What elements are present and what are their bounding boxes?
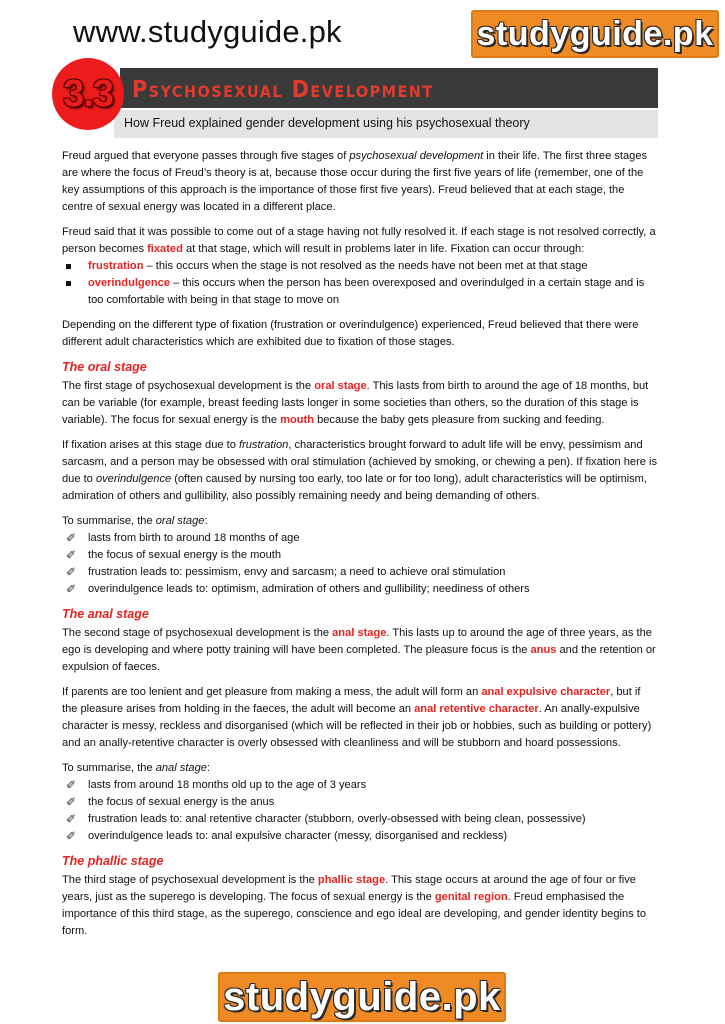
- pencil-icon: ✐: [66, 582, 77, 596]
- list-item: overindulgence – this occurs when the person has been overexposed and overindulged in a certain stage and is too comfortable with being in that stage to move on: [62, 275, 658, 309]
- logo-top: [471, 10, 719, 58]
- oral-paragraph-1: The first stage of psychosexual development is the oral stage. This lasts from birth to around the age of 18 months, but can be variable (for example, breast feeding lasts longer in some societies than others, so the duration of this stage is variable). The focus for sexual energy is the mouth because the baby gets pleasure from sucking and feeding.: [62, 380, 649, 426]
- pencil-icon: ✐: [66, 531, 77, 545]
- intro-paragraph-3: Depending on the different type of fixation (frustration or overindulgence) experienced, Freud believed that there were different adult characteristics which are exhibited due to fixation of those stages.: [62, 319, 639, 348]
- anal-summary: To summarise, the anal stage:: [62, 762, 211, 774]
- list-item: ✐ the focus of sexual energy is the mouth: [66, 548, 282, 562]
- list-item: ✐ frustration leads to: anal retentive character (stubborn, overly-obsessed with being clean, possessive): [66, 812, 586, 826]
- pencil-icon: ✐: [66, 829, 77, 843]
- anal-summary-list: [62, 777, 658, 845]
- oral-heading: The oral stage: [62, 360, 147, 374]
- anal-heading: The anal stage: [62, 607, 149, 621]
- logo-text: studyguide.pk: [476, 14, 714, 53]
- list-item: ✐ lasts from birth to around 18 months of age: [66, 531, 300, 545]
- page-title: Psychosexual Development: [132, 77, 434, 103]
- oral-summary: To summarise, the oral stage:: [62, 515, 208, 527]
- phallic-paragraph-1: The third stage of psychosexual development is the phallic stage. This stage occurs at around the age of four or five years, just as the superego is developing. The focus of sexual energy is the genital region. Freud emphasised the importance of this third stage, as the superego, conscience and ego ideal are developing, and gender identity begins to form.: [62, 874, 647, 937]
- oral-paragraph-2: If fixation arises at this stage due to frustration, characteristics brought forward to adult life will be envy, pessimism and sarcasm, and a person may be obsessed with oral stimulation (achieved by smoking, or chewing a pen). If fixation here is due to overindulgence (often caused by nursing too early, too late or for too long), adult characteristics will be optimism, admiration of others and gullibility, also possibly remaining needy and being demanding of others.: [62, 439, 658, 502]
- fixation-list: [62, 258, 658, 309]
- intro-paragraph-2: Freud said that it was possible to come out of a stage having not fully resolved it. If each stage is not resolved correctly, a person becomes fixated at that stage, which will result in problems later in life. Fixation can occur through:: [62, 226, 656, 255]
- list-item: ✐ overindulgence leads to: anal expulsive character (messy, disorganised and reckless): [66, 829, 508, 843]
- list-item: frustration – this occurs when the stage is not resolved as the needs have not been met at that stage: [62, 258, 658, 275]
- pencil-icon: ✐: [66, 548, 77, 562]
- list-item: ✐ overindulgence leads to: optimism, admiration of others and gullibility; neediness of others: [66, 582, 530, 596]
- pencil-icon: ✐: [66, 795, 77, 809]
- pencil-icon: ✐: [66, 812, 77, 826]
- document-body: [62, 148, 658, 948]
- section-number: 3.3: [63, 72, 113, 115]
- square-bullet-icon: [66, 264, 71, 269]
- list-item: ✐ frustration leads to: pessimism, envy and sarcasm; a need to achieve oral stimulation: [66, 565, 506, 579]
- anal-paragraph-2: If parents are too lenient and get pleasure from making a mess, the adult will form an anal expulsive character, but if the pleasure arises from holding in the faeces, the adult will become an anal retentive character. An anally-expulsive character is messy, reckless and disorganised (which will be reflected in their job or hobbies, such as building or pottery) and an anally-retentive character is overly obsessed with cleanliness and will be stubborn and hoard possessions.: [62, 686, 652, 749]
- intro-paragraph-1: Freud argued that everyone passes through five stages of psychosexual development in their life. The first three stages are where the focus of Freud’s theory is at, because those occur during the first five years of life (remember, one of the key assumptions of this approach is the importance of those first five years). Freud believed that at each stage, the centre of sexual energy was located in a different place.: [62, 150, 648, 213]
- pencil-icon: ✐: [66, 565, 77, 579]
- page-subtitle: How Freud explained gender development using his psychosexual theory: [124, 116, 530, 130]
- site-url: www.studyguide.pk: [73, 14, 342, 49]
- logo-bottom: [218, 972, 506, 1022]
- pencil-icon: ✐: [66, 778, 77, 792]
- square-bullet-icon: [66, 281, 71, 286]
- list-item: ✐ the focus of sexual energy is the anus: [66, 795, 275, 809]
- section-badge: [52, 58, 124, 130]
- list-item: ✐ lasts from around 18 months old up to the age of 3 years: [66, 778, 367, 792]
- anal-paragraph-1: The second stage of psychosexual development is the anal stage. This lasts up to around the age of three years, as the ego is developing and where potty training will have been completed. The pleasure focus is the anus and the retention or expulsion of faeces.: [62, 627, 656, 673]
- oral-summary-list: [62, 530, 658, 598]
- phallic-heading: The phallic stage: [62, 854, 164, 868]
- logo-text: studyguide.pk: [223, 974, 501, 1019]
